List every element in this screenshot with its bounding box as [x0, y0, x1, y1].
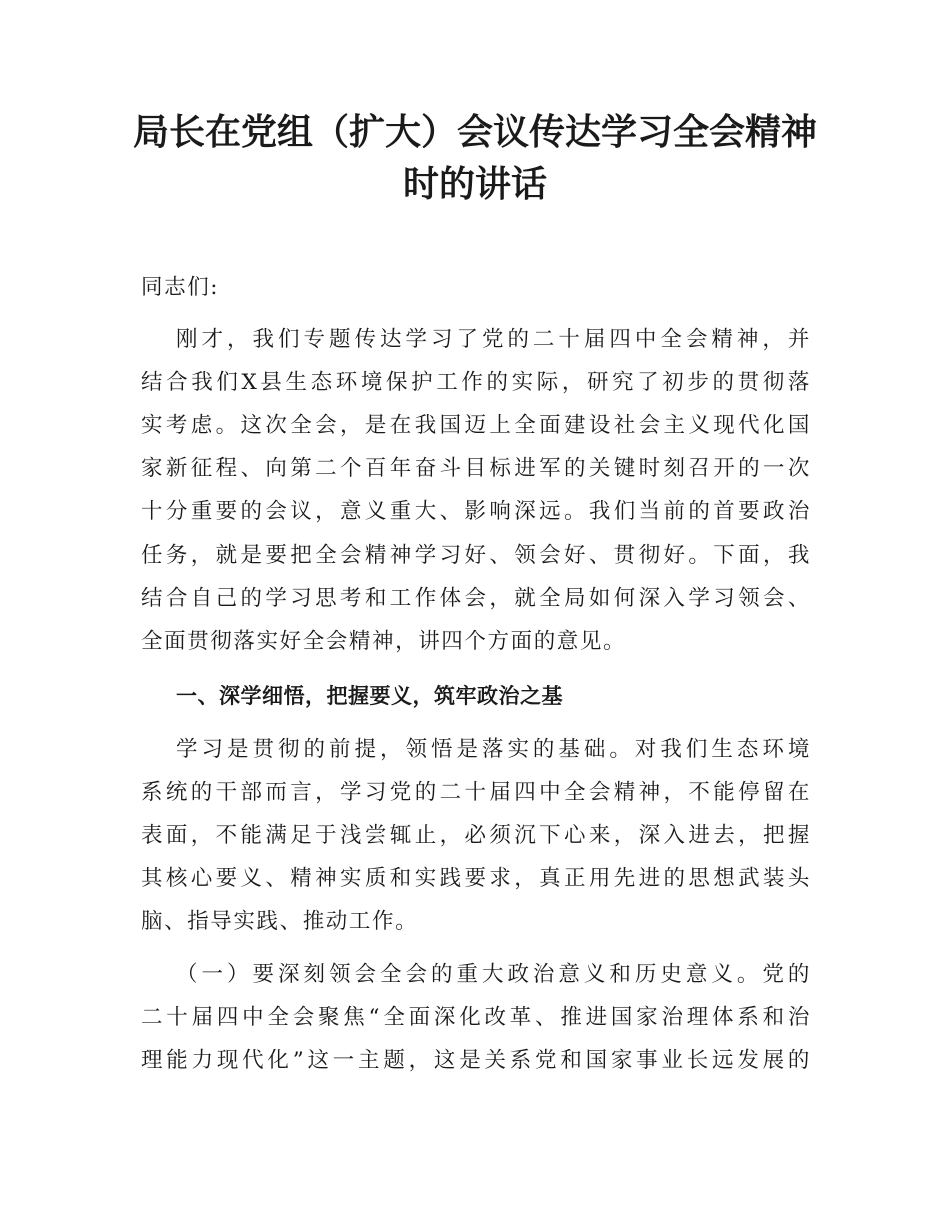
paragraph-1-line: 实考虑。这次全会，是在我国迈上全面建设社会主义现代化国 [141, 413, 811, 438]
paragraph-2-line: 系统的干部而言，学习党的二十届四中全会精神，不能停留在 [141, 780, 811, 805]
paragraph-3-line: （一）要深刻领会全会的重大政治意义和历史意义。党的 [176, 962, 811, 987]
paragraph-3-line: 理能力现代化”这一主题，这是关系党和国家事业长远发展的 [141, 1048, 811, 1073]
paragraph-1-line: 结合自己的学习思考和工作体会，就全局如何深入学习领会、 [141, 586, 811, 611]
paragraph-1-line: 结合我们X县生态环境保护工作的实际，研究了初步的贯彻落 [141, 370, 811, 395]
paragraph-2-line: 其核心要义、精神实质和实践要求，真正用先进的思想武装头 [141, 866, 811, 891]
salutation: 同志们: [141, 275, 220, 300]
section-1-heading: 一、深学细悟，把握要义，筑牢政治之基 [176, 684, 563, 708]
paragraph-2-line: 表面，不能满足于浅尝辄止，必须沉下心来，深入进去，把握 [141, 823, 811, 848]
paragraph-2-line: 学习是贯彻的前提，领悟是落实的基础。对我们生态环境 [176, 737, 811, 762]
document-title-line-1: 局长在党组（扩大）会议传达学习全会精神 [132, 111, 817, 153]
paragraph-1-line: 刚才，我们专题传达学习了党的二十届四中全会精神，并 [176, 327, 811, 352]
paragraph-1-line: 十分重要的会议，意义重大、影响深远。我们当前的首要政治 [141, 499, 811, 524]
paragraph-1-line: 任务，就是要把全会精神学习好、领会好、贯彻好。下面，我 [141, 543, 811, 568]
paragraph-3-line: 二十届四中全会聚焦“全面深化改革、推进国家治理体系和治 [141, 1005, 811, 1030]
paragraph-2-line: 脑、指导实践、推动工作。 [141, 909, 419, 934]
document-title-line-2: 时的讲话 [402, 163, 547, 205]
paragraph-1-line: 全面贯彻落实好全会精神，讲四个方面的意见。 [141, 629, 627, 654]
paragraph-1-line: 家新征程、向第二个百年奋斗目标进军的关键时刻召开的一次 [141, 456, 811, 481]
